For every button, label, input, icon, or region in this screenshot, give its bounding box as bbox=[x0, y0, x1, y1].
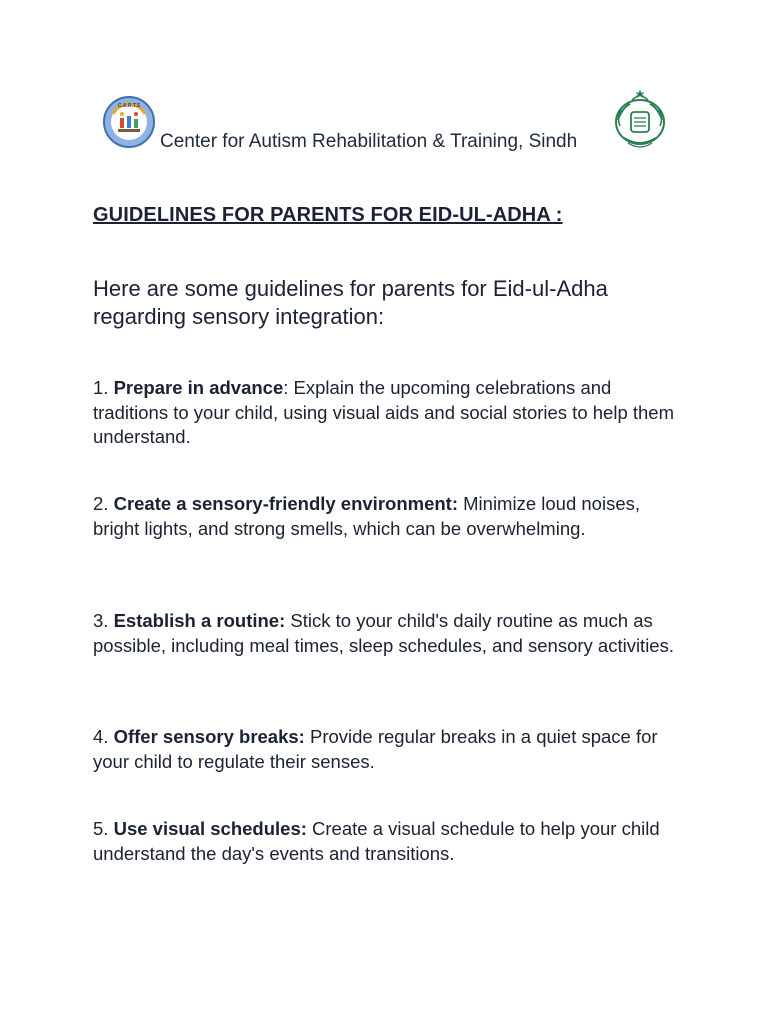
guideline-heading: Prepare in advance bbox=[113, 377, 284, 398]
guideline-number: 3. bbox=[93, 610, 109, 631]
guideline-number: 5. bbox=[93, 818, 109, 839]
svg-text:C.A.R.T.S: C.A.R.T.S bbox=[117, 103, 141, 109]
guideline-heading: Establish a routine: bbox=[113, 610, 286, 631]
svg-text:★: ★ bbox=[634, 87, 646, 101]
intro-paragraph: Here are some guidelines for parents for Eid-ul-Adha regarding sensory integration: bbox=[93, 276, 608, 329]
sindh-emblem-logo bbox=[610, 86, 670, 152]
document-title: GUIDELINES FOR PARENTS FOR EID-UL-ADHA : bbox=[93, 204, 563, 226]
guideline-number: 1. bbox=[93, 377, 109, 398]
guideline-item bbox=[93, 376, 683, 450]
guideline-item bbox=[93, 609, 683, 658]
guideline-text: Stick to your child's daily routine as much as possible, including meal times, sleep schedules, and sensory activities. bbox=[93, 610, 674, 656]
carts-logo bbox=[103, 96, 155, 148]
guideline-item bbox=[93, 492, 683, 541]
document-header bbox=[0, 0, 768, 160]
guideline-text: Create a visual schedule to help your child understand the day's events and transitions. bbox=[93, 818, 660, 864]
guideline-text: Minimize loud noises, bright lights, and strong smells, which can be overwhelming. bbox=[93, 493, 640, 539]
organization-name: Center for Autism Rehabilitation & Training, Sindh bbox=[160, 131, 578, 152]
guideline-number: 4. bbox=[93, 726, 109, 747]
guideline-text: : Explain the upcoming celebrations and traditions to your child, using visual aids and social stories to help them understand. bbox=[93, 377, 674, 447]
guideline-heading: Create a sensory-friendly environment: bbox=[113, 493, 458, 514]
guideline-heading: Use visual schedules: bbox=[113, 818, 307, 839]
guideline-heading: Offer sensory breaks: bbox=[113, 726, 305, 747]
guideline-item bbox=[93, 817, 683, 866]
guideline-item bbox=[93, 725, 683, 774]
guideline-text: Provide regular breaks in a quiet space for your child to regulate their senses. bbox=[93, 726, 658, 772]
guideline-number: 2. bbox=[93, 493, 109, 514]
